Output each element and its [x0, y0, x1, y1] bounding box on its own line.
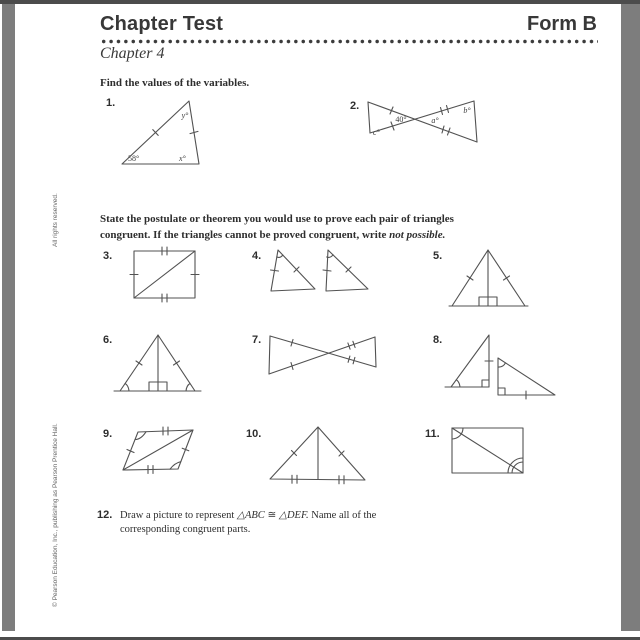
form-label: Form B [527, 13, 597, 35]
tick-mark [323, 270, 331, 271]
crossing-line [269, 337, 375, 374]
angle-label-c: c° [373, 128, 380, 137]
angle-label-40: 40° [395, 115, 407, 124]
problem-10-number: 10. [246, 428, 262, 440]
angle-label-b: b° [463, 106, 471, 115]
dotted-divider [100, 39, 598, 44]
chapter-subtitle: Chapter 4 [100, 45, 165, 62]
tick-mark [136, 361, 142, 365]
diagonal [123, 430, 193, 470]
right-angle-mark [498, 388, 505, 395]
problem-2-number: 2. [350, 100, 360, 112]
problem-9-diagram [115, 425, 200, 475]
problem-7-number: 7. [252, 334, 262, 346]
problem-7-diagram [264, 331, 380, 379]
frame-left-strip [2, 4, 15, 631]
triangle-shape [498, 358, 555, 395]
angle-arc [498, 363, 506, 367]
diagonal [452, 428, 523, 473]
p12-triangle-abc: △ABC [236, 510, 265, 521]
p12-part1: Draw a picture to represent [120, 510, 237, 521]
problem-1-number: 1. [106, 97, 116, 109]
right-edge [474, 101, 477, 142]
problem-11-diagram [448, 425, 528, 475]
triangle-shape [451, 335, 489, 387]
angle-label-58: 58° [128, 154, 140, 163]
frame-right-strip [621, 4, 640, 631]
angle-arc [125, 384, 129, 392]
crossing-line [270, 336, 376, 367]
problem-3-diagram [130, 247, 200, 303]
problem-6-number: 6. [103, 334, 113, 346]
right-edge [375, 337, 376, 367]
p12-triangle-def: △DEF. [278, 510, 309, 521]
left-edge [368, 102, 370, 133]
instruction-line2: congruent. If the triangles cannot be proved congruent, write [100, 228, 390, 241]
problem-10-diagram [262, 425, 372, 485]
crossing-line [370, 101, 474, 133]
problem-8-number: 8. [433, 334, 443, 346]
angle-arc [456, 380, 460, 387]
p12-part2: Name all of the [308, 510, 377, 521]
problem-4-diagram [265, 247, 373, 295]
problem-3-number: 3. [103, 250, 113, 262]
problem-1-diagram [115, 88, 207, 172]
instruction-postulate [100, 212, 530, 243]
angle-label-y: y° [181, 111, 189, 120]
copyright-vertical-text: © Pearson Education, Inc., publishing as Pearson Prentice Hall. [52, 423, 59, 607]
angle-label-x: x° [179, 154, 186, 163]
p12-line2: corresponding congruent parts. [120, 524, 251, 535]
problem-4-number: 4. [252, 250, 262, 262]
problem-2-diagram [365, 93, 483, 150]
tick-mark [271, 270, 279, 271]
problem-11-number: 11. [425, 428, 440, 440]
right-angle-mark [482, 380, 489, 387]
instruction-line1: State the postulate or theorem you would use to prove each pair of triangles [100, 213, 454, 225]
tick-mark [504, 276, 510, 280]
angle-arc [277, 255, 283, 257]
problem-12-text [120, 509, 450, 537]
left-edge [269, 336, 270, 374]
tick-mark [174, 361, 180, 365]
problem-6-diagram [112, 331, 206, 395]
problem-5-number: 5. [433, 250, 443, 262]
problem-12-number: 12. [97, 509, 113, 521]
problem-9-number: 9. [103, 428, 113, 440]
diagonal [134, 251, 195, 298]
p12-congruent-symbol: ≅ [264, 510, 279, 521]
page-title: Chapter Test [100, 13, 224, 35]
problem-5-diagram [448, 247, 530, 309]
instruction-find-values: Find the values of the variables. [100, 77, 250, 89]
problem-8-diagram [440, 331, 560, 401]
angle-label-a: a° [431, 116, 439, 125]
tick-mark [467, 276, 473, 280]
rights-vertical-text: All rights reserved. [52, 193, 59, 247]
frame-top-bar [0, 0, 640, 4]
angle-arc [186, 384, 190, 392]
crossing-line [368, 102, 477, 142]
instruction-not-possible: not possible. [389, 228, 446, 241]
